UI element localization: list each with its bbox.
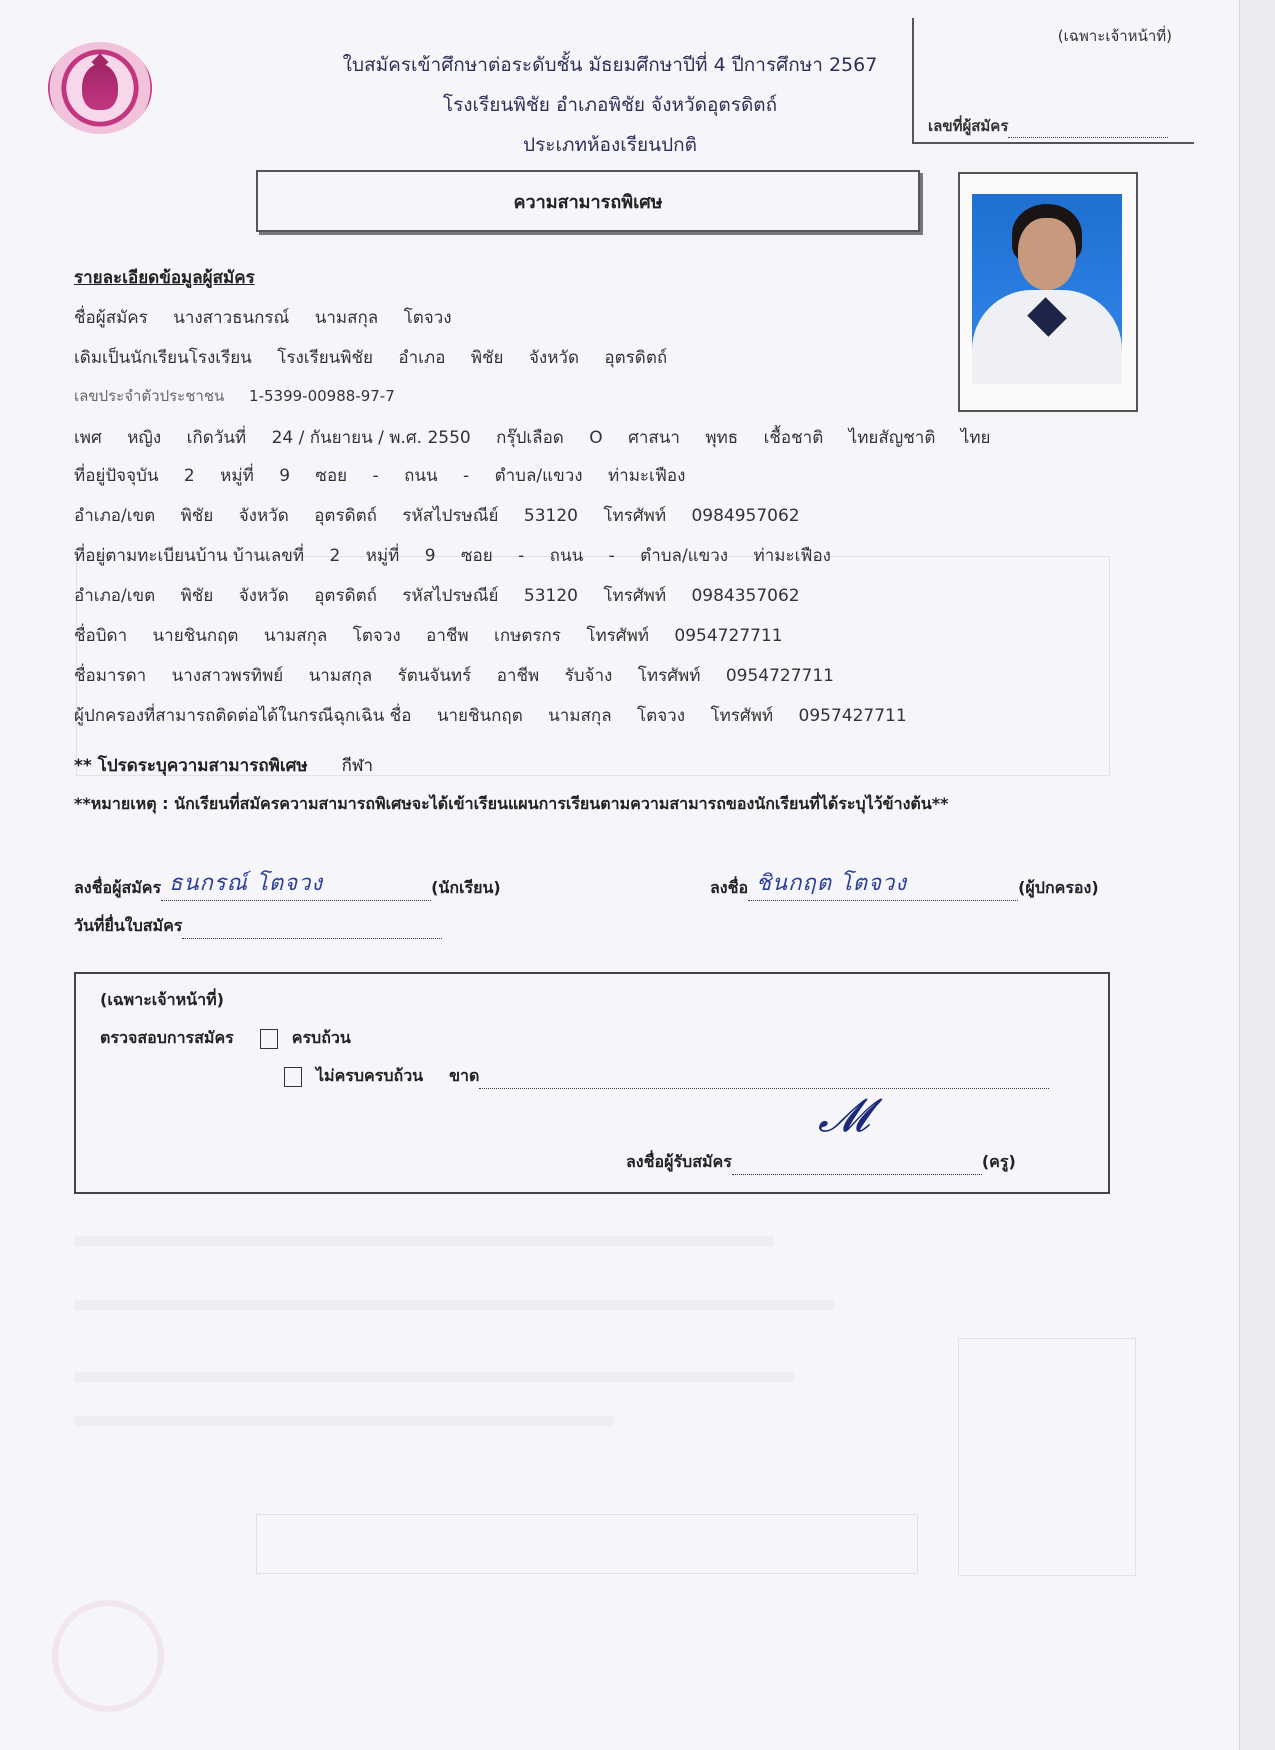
applicant-signature-label: ลงชื่อผู้สมัคร [74,878,162,897]
parent-signature-line[interactable] [748,871,1018,901]
guardian-surname-label: นามสกุล [548,706,612,726]
dob-value: 24 / กันยายน / พ.ศ. 2550 [271,428,471,448]
father-surname-label: นามสกุล [263,626,328,646]
applicant-surname: โตจวง [403,308,452,328]
registered-province: อุตรดิตถ์ [314,586,377,606]
national-id: 1-5399-00988-97-7 [249,387,395,405]
registered-zip-label: รหัสไปรษณีย์ [402,586,499,606]
special-ability-row [74,752,373,779]
ghost-box [256,1514,918,1574]
current-address-row-2 [74,502,820,529]
blood-value: O [589,428,603,448]
remark-note: **หมายเหตุ : นักเรียนที่สมัครความสามารถพิเศษจะได้เข้าเรียนแผนการเรียนตามความสามารถของนักเรียนที่ได้ระบุไว้ข้างต้น** [74,794,949,813]
special-ability-value: กีฬา [341,756,374,776]
father-job: เกษตรกร [494,626,561,646]
current-zip-label: รหัสไปรษณีย์ [402,506,499,526]
applicant-signature-line[interactable] [161,871,431,901]
submit-date-row [74,914,442,939]
registered-tambon: ท่ามะเฟือง [753,546,831,566]
mother-name: นางสาวพรทิพย์ [171,666,284,686]
seal-emblem-icon [82,64,118,110]
current-tambon-label: ตำบล/แขวง [494,466,583,486]
officer-only-label: (เฉพาะเจ้าหน้าที่) [1057,27,1172,45]
current-tambon: ท่ามะเฟือง [607,466,686,486]
special-ability-label: ** โปรดระบุความสามารถพิเศษ [74,756,308,776]
current-amphoe: พิชัย [180,506,214,526]
verify-row [100,1026,351,1051]
previous-school-row [74,344,687,371]
father-job-label: อาชีพ [426,626,469,646]
father-row [74,622,803,649]
parent-role: (ผู้ปกครอง) [1018,878,1099,897]
mother-job-label: อาชีพ [496,666,540,686]
incomplete-checkbox[interactable] [284,1067,302,1087]
photo-face [1018,218,1076,290]
form-title: ใบสมัครเข้าศึกษาต่อระดับชั้น มัธยมศึกษาปีที่ 4 ปีการศึกษา 2567 [342,54,878,76]
religion-value: พุทธ [705,428,739,448]
mother-phone: 0954727711 [725,666,834,686]
previous-school: โรงเรียนพิชัย [277,348,374,368]
ghost-line [74,1372,794,1382]
surname-label: นามสกุล [314,308,379,328]
current-phone: 0984957062 [691,506,800,526]
current-province: อุตรดิตถ์ [314,506,377,526]
missing-label: ขาด [449,1066,480,1085]
registered-phone-label: โทรศัพท์ [603,586,667,606]
applicant-name: นางสาวธนกรณ์ [173,308,290,328]
registered-tambon-label: ตำบล/แขวง [640,546,729,566]
school-amphoe-label: อำเภอ [398,348,446,368]
officer-only-box [912,18,1194,144]
receiver-row [626,1150,1016,1175]
registered-address-row [74,542,851,569]
receiver-label: ลงชื่อผู้รับสมัคร [626,1152,732,1171]
guardian-name: นายชินกฤต [436,706,523,726]
current-amphoe-label: อำเภอ/เขต [74,506,156,526]
officer-check-title: (เฉพาะเจ้าหน้าที่) [100,990,224,1009]
school-province: อุตรดิตถ์ [604,348,668,368]
national-id-label: เลขประจำตัวประชาชน [74,387,225,405]
current-zip: 53120 [523,506,578,526]
applicant-number-field[interactable] [928,114,1168,138]
current-moo: 9 [279,466,291,486]
guardian-surname: โตจวง [637,706,686,726]
registered-soi: - [518,546,525,566]
blood-label: กรุ๊ปเลือด [496,428,564,448]
nationality-value: ไทย [960,428,991,448]
receiver-signature-line[interactable] [732,1156,982,1175]
registered-amphoe: พิชัย [180,586,214,606]
current-phone-label: โทรศัพท์ [603,506,667,526]
current-soi: - [372,466,379,486]
mother-label: ชื่อมารดา [74,666,147,686]
ghost-line [74,1236,774,1246]
guardian-phone: 0957427711 [798,706,907,726]
paper-edge [1239,0,1275,1750]
ghost-line [74,1300,834,1310]
parent-signature-label: ลงชื่อ [710,878,749,897]
school-amphoe: พิชัย [470,348,504,368]
complete-label: ครบถ้วน [291,1028,351,1047]
incomplete-label: ไม่ครบครบถ้วน [316,1066,424,1085]
registered-soi-label: ซอย [460,546,493,566]
complete-checkbox[interactable] [260,1029,278,1049]
applicant-photo-frame [958,172,1138,412]
mother-surname-label: นามสกุล [308,666,373,686]
guardian-label: ผู้ปกครองที่สามารถติดต่อได้ในกรณีฉุกเฉิน ชื่อ [74,706,412,726]
applicant-photo [972,194,1122,384]
mother-row [74,662,854,689]
registered-moo-label: หมู่ที่ [365,546,400,566]
current-road: - [463,466,470,486]
submit-date-line[interactable] [182,916,442,939]
category-title: ความสามารถพิเศษ [513,191,663,213]
applicant-signature-row [74,871,501,901]
father-surname: โตจวง [352,626,401,646]
registered-amphoe-label: อำเภอ/เขต [74,586,156,606]
applicant-number-label: เลขที่ผู้สมัคร [928,117,1009,135]
race-value: ไทย [848,428,879,448]
school-line: โรงเรียนพิชัย อำเภอพิชัย จังหวัดอุตรดิตถ์ [442,94,778,116]
race-label: เชื้อชาติ [763,428,824,448]
applicant-name-row [74,304,472,331]
national-id-row [74,384,415,408]
ghost-box [958,1338,1136,1576]
father-name: นายชินกฤต [152,626,239,646]
mother-job: รับจ้าง [564,666,613,686]
applicant-role: (นักเรียน) [431,878,501,897]
applicant-signature: ธนกรณ์ โตจวง [169,871,324,896]
missing-line[interactable] [479,1070,1049,1089]
father-label: ชื่อบิดา [74,626,128,646]
verify-label: ตรวจสอบการสมัคร [100,1028,234,1047]
registered-address-row-2 [74,582,820,609]
father-phone: 0954727711 [674,626,783,646]
registered-province-label: จังหวัด [238,586,289,606]
religion-label: ศาสนา [628,428,680,448]
receiver-role: (ครู) [981,1152,1016,1171]
nationality-label: สัญชาติ [878,428,936,448]
current-address-row [74,462,705,489]
current-house-no: 2 [183,466,195,486]
ghost-line [74,1416,614,1426]
current-moo-label: หมู่ที่ [220,466,254,486]
current-road-label: ถนน [404,466,438,486]
personal-info-row [74,424,1011,451]
ghost-seal [52,1600,164,1712]
guardian-row [74,702,927,729]
dob-label: เกิดวันที่ [186,428,247,448]
officer-check-box [74,972,1110,1194]
submit-date-label: วันที่ยื่นใบสมัคร [74,916,183,935]
current-soi-label: ซอย [315,466,348,486]
registered-road-label: ถนน [549,546,584,566]
section-heading: รายละเอียดข้อมูลผู้สมัคร [74,268,255,288]
school-label: เดิมเป็นนักเรียนโรงเรียน [74,348,252,368]
school-province-label: จังหวัด [528,348,579,368]
name-label: ชื่อผู้สมัคร [74,308,148,328]
sex-label: เพศ [74,428,102,448]
incomplete-row [284,1064,1049,1089]
category-title-box [256,170,920,232]
receiver-signature-scribble-icon: 𝓜 [818,1088,870,1142]
sex-value: หญิง [127,428,162,448]
mother-phone-label: โทรศัพท์ [637,666,701,686]
registered-phone: 0984357062 [691,586,800,606]
registered-zip: 53120 [523,586,578,606]
applicant-number-dots [1008,137,1168,138]
registered-house-no: 2 [329,546,341,566]
registered-moo: 9 [424,546,436,566]
parent-signature-row [710,871,1099,901]
current-address-label: ที่อยู่ปัจจุบัน [74,466,159,486]
guardian-phone-label: โทรศัพท์ [710,706,774,726]
class-type-line: ประเภทห้องเรียนปกติ [523,134,697,156]
registered-address-label: ที่อยู่ตามทะเบียนบ้าน บ้านเลขที่ [74,546,305,566]
mother-surname: รัตนจันทร์ [397,666,472,686]
registered-road: - [608,546,615,566]
school-seal-logo [48,42,152,134]
father-phone-label: โทรศัพท์ [586,626,650,646]
current-province-label: จังหวัด [238,506,289,526]
parent-signature: ชินกฤต โตจวง [756,871,908,896]
